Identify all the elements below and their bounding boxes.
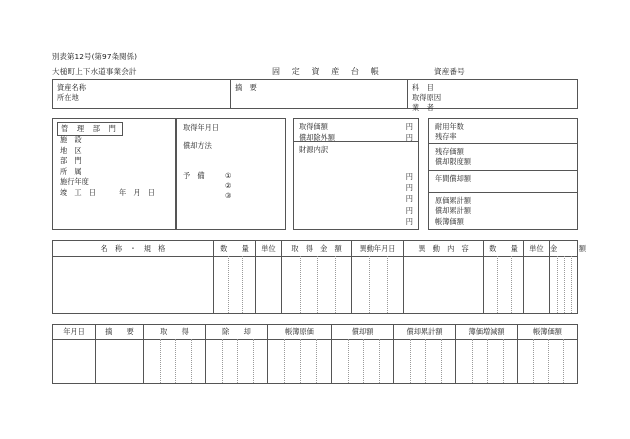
history-body-cell[interactable] xyxy=(517,339,577,383)
digit-guide xyxy=(557,256,558,313)
annual-depreciation-label: 年間償却額 xyxy=(435,173,471,183)
cumulative-depreciation-label: 償却累計額 xyxy=(435,206,471,216)
history-column-label: 償却累計額 xyxy=(406,327,443,336)
funding-source-label: 財源内訳 xyxy=(299,145,329,154)
detail-body-cell[interactable] xyxy=(523,256,549,313)
history-body-cell[interactable] xyxy=(331,339,393,383)
funding-source-units xyxy=(406,171,413,227)
digit-guide xyxy=(300,339,301,383)
asset-detail-table[interactable] xyxy=(52,240,586,314)
division-label: 部 門 xyxy=(60,156,82,165)
depreciation-panel[interactable] xyxy=(428,118,578,230)
detail-column-label: 単位 xyxy=(529,243,544,253)
history-body-cell[interactable] xyxy=(143,339,205,383)
account-name: 大槌町上下水道事業会計 xyxy=(52,67,137,76)
history-body-cell[interactable] xyxy=(455,339,517,383)
completion-date-value: 年 月 日 xyxy=(119,187,155,197)
district-label: 地 区 xyxy=(60,145,82,155)
history-header-cell xyxy=(331,325,393,339)
detail-column-label: 数 量 xyxy=(220,243,249,253)
digit-guide xyxy=(222,339,223,383)
digit-guide xyxy=(317,256,318,313)
history-table-header xyxy=(53,325,577,340)
digit-guide xyxy=(564,256,565,313)
history-header-cell xyxy=(143,325,205,339)
acquisition-value-unit: 円 xyxy=(405,121,413,131)
digit-guide xyxy=(242,256,243,313)
digit-guide xyxy=(497,256,498,313)
facility-label: 施 設 xyxy=(60,135,82,144)
reserve-item-1: ① xyxy=(225,171,232,180)
funding-unit-1: 円 xyxy=(405,171,413,181)
detail-header-cell xyxy=(213,241,255,256)
detail-header-cell xyxy=(403,241,483,256)
history-header-cell xyxy=(53,325,95,339)
book-value-label: 帳簿価額 xyxy=(435,216,464,226)
reserve-label: 予 備 xyxy=(183,171,205,180)
history-column-label: 摘 要 xyxy=(105,327,134,336)
detail-body-cell[interactable] xyxy=(403,256,483,313)
annual-depreciation-group[interactable] xyxy=(429,171,577,193)
reserve-item-2: ② xyxy=(225,181,232,190)
reserve-item-3: ③ xyxy=(225,191,232,200)
history-column-label: 帳簿価額 xyxy=(533,327,562,336)
history-header-cell xyxy=(95,325,143,339)
history-column-label: 取 得 xyxy=(160,327,189,336)
digit-guide xyxy=(160,339,161,383)
detail-header-cell xyxy=(523,241,549,256)
digit-guide xyxy=(410,339,411,383)
cumulative-group[interactable] xyxy=(429,193,577,229)
management-department-header: 管 理 部 門 xyxy=(57,122,123,136)
digit-guide xyxy=(335,256,336,313)
acquisition-value-row[interactable] xyxy=(294,121,418,132)
digit-guide xyxy=(191,339,192,383)
fiscal-year-label: 施行年度 xyxy=(60,177,89,186)
history-column-label: 簿価増減額 xyxy=(468,327,505,336)
funding-unit-5: 円 xyxy=(405,216,413,226)
digit-guide xyxy=(548,339,549,383)
history-column-label: 除 却 xyxy=(222,327,251,336)
amount-panel[interactable] xyxy=(293,118,419,230)
useful-life-group[interactable] xyxy=(429,119,577,144)
location-label: 所在地 xyxy=(57,92,79,102)
detail-body-cell[interactable] xyxy=(281,256,351,313)
digit-guide xyxy=(441,339,442,383)
detail-panels-row xyxy=(52,118,578,230)
detail-table-body[interactable] xyxy=(53,256,577,313)
detail-body-cell[interactable] xyxy=(351,256,403,313)
digit-guide xyxy=(316,339,317,383)
asset-number-label: 資産番号 xyxy=(434,67,465,76)
excluded-amount-unit: 円 xyxy=(405,132,413,142)
detail-column-label: 取 得 金 額 xyxy=(291,243,342,253)
acquisition-amount-group xyxy=(294,119,418,142)
page-title: 固 定 資 産 台 帳 xyxy=(272,67,384,76)
acquisition-reason-label: 取得原因 xyxy=(412,92,442,102)
detail-column-label: 名 称 ・ 規 格 xyxy=(100,243,166,253)
digit-guide xyxy=(284,339,285,383)
affiliation-label: 所 属 xyxy=(60,166,82,176)
digit-guide xyxy=(237,339,238,383)
history-column-label: 年月日 xyxy=(63,327,85,336)
management-department-panel[interactable] xyxy=(52,118,176,230)
history-body-cell[interactable] xyxy=(267,339,331,383)
history-body-cell[interactable] xyxy=(205,339,267,383)
residual-rate-label: 残存率 xyxy=(435,132,457,142)
acquisition-panel[interactable] xyxy=(176,118,286,230)
digit-guide xyxy=(300,256,301,313)
note-cell[interactable] xyxy=(230,80,407,108)
residual-value-group[interactable] xyxy=(429,144,577,171)
digit-guide xyxy=(228,256,229,313)
history-header-cell xyxy=(205,325,267,339)
depreciation-method-label: 償却方法 xyxy=(183,141,212,150)
asset-name-label: 資産名称 xyxy=(57,82,87,92)
detail-body-cell[interactable] xyxy=(213,256,255,313)
detail-header-cell xyxy=(281,241,351,256)
history-column-label: 償却額 xyxy=(351,327,374,336)
digit-guide xyxy=(387,256,388,313)
history-body-cell[interactable] xyxy=(393,339,455,383)
digit-guide xyxy=(175,339,176,383)
account-detail-cell[interactable] xyxy=(407,80,579,113)
digit-guide xyxy=(363,339,364,383)
history-header-cell xyxy=(455,325,517,339)
identity-box xyxy=(52,79,578,113)
detail-body-cell[interactable] xyxy=(255,256,281,313)
digit-guide xyxy=(472,339,473,383)
digit-guide xyxy=(369,256,370,313)
detail-body-cell[interactable] xyxy=(549,256,577,313)
detail-body-cell[interactable] xyxy=(483,256,523,313)
history-column-label: 帳簿原価 xyxy=(285,327,314,336)
digit-guide xyxy=(253,339,254,383)
digit-guide xyxy=(563,339,564,383)
funding-unit-4: 円 xyxy=(405,205,413,215)
acquisition-date-label: 取得年月日 xyxy=(183,123,219,132)
detail-header-cell xyxy=(351,241,403,256)
digit-guide xyxy=(425,339,426,383)
document-reference-number: 別表第12号(第97条関係) xyxy=(52,52,138,61)
asset-history-table[interactable] xyxy=(52,324,578,384)
detail-header-cell xyxy=(483,241,523,256)
digit-guide xyxy=(503,339,504,383)
detail-column-label: 異 動 内 容 xyxy=(418,243,469,253)
history-header-cell xyxy=(267,325,331,339)
history-header-cell xyxy=(517,325,577,339)
digit-guide xyxy=(379,339,380,383)
cumulative-cost-label: 原価累計額 xyxy=(435,195,471,205)
detail-table-header xyxy=(53,241,586,257)
account-item-label: 科 目 xyxy=(412,82,434,92)
depreciation-limit-label: 償却限度額 xyxy=(435,157,471,167)
history-body-cell[interactable] xyxy=(95,339,143,383)
asset-identity-cell[interactable] xyxy=(53,80,230,108)
detail-header-cell xyxy=(255,241,281,256)
note-label: 摘 要 xyxy=(235,82,257,92)
funding-unit-3: 円 xyxy=(405,194,413,204)
funding-unit-2: 円 xyxy=(405,183,413,193)
detail-column-label: 単位 xyxy=(261,243,276,253)
history-table-body[interactable] xyxy=(53,339,577,383)
digit-guide xyxy=(533,339,534,383)
detail-column-label: 異動年月日 xyxy=(359,243,396,253)
history-header-cell xyxy=(393,325,455,339)
completion-date-label: 竣 工 日 xyxy=(60,187,96,197)
residual-value-label: 残存価額 xyxy=(435,146,464,156)
digit-guide xyxy=(511,256,512,313)
detail-header-cell xyxy=(549,241,586,256)
detail-body-cell[interactable] xyxy=(53,256,213,313)
vendor-label: 業 者 xyxy=(412,103,434,113)
excluded-amount-label: 償却除外額 xyxy=(299,132,335,142)
funding-source-group[interactable] xyxy=(294,142,418,229)
detail-column-label: 数 量 xyxy=(489,243,518,253)
detail-header-cell xyxy=(53,241,213,256)
acquisition-value-label: 取得価額 xyxy=(299,121,328,131)
digit-guide xyxy=(348,339,349,383)
detail-column-label: 金 額 xyxy=(550,243,586,253)
digit-guide xyxy=(487,339,488,383)
digit-guide xyxy=(571,256,572,313)
history-body-cell[interactable] xyxy=(53,339,95,383)
useful-life-label: 耐用年数 xyxy=(435,121,464,131)
